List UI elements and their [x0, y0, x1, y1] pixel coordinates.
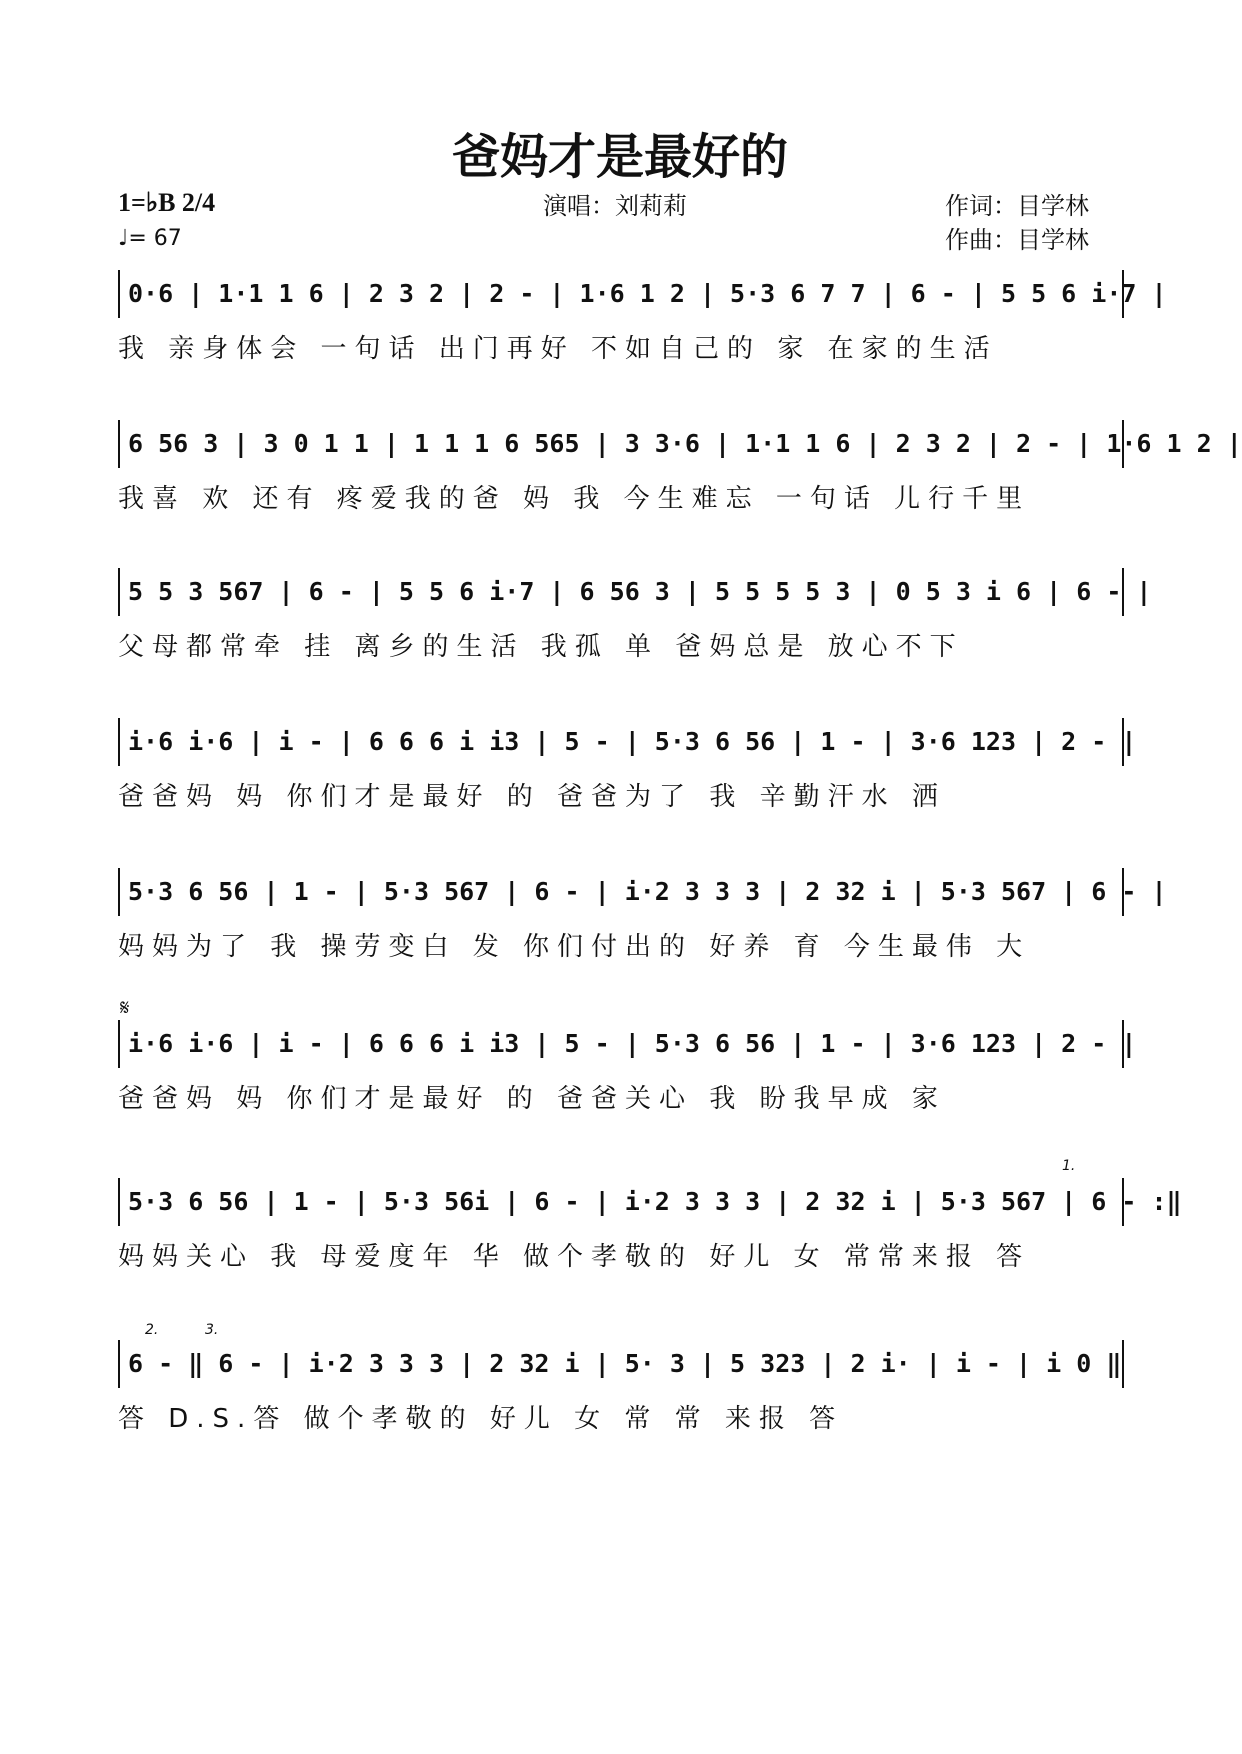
lyrics-row: 答 D.S.答 做个孝敬的 好儿 女 常 常 来报 答: [118, 1404, 844, 1434]
lyrics-row: 妈妈关心 我 母爱度年 华 做个孝敬的 好儿 女 常常来报 答: [118, 1242, 1031, 1272]
volta-2: 2.: [145, 1322, 159, 1338]
score-system-4: [118, 718, 1137, 813]
tempo-marking: ♩= 67: [118, 226, 182, 251]
notation-row: 5·3 6 56 | 1 - | 5·3 567 | 6 - | i·2 3 3 3 | 2 32 i | 5·3 567 | 6 - |: [118, 868, 1124, 916]
lyrics-row: 妈妈为了 我 操劳变白 发 你们付出的 好养 育 今生最伟 大: [118, 932, 1031, 962]
composer-credit: 作曲：目学林: [945, 226, 1089, 254]
score-system-7: [118, 1178, 1182, 1273]
segno-sign: 𝄋: [120, 996, 130, 1021]
key-signature: 1=♭B 2/4: [118, 188, 216, 217]
lyrics-row: 爸爸妈 妈 你们才是最好 的 爸爸为了 我 辛勤汗水 洒: [118, 782, 946, 812]
notation-row: i·6 i·6 | i - | 6 6 6 i i3 | 5 - | 5·3 6 56 | 1 - | 3·6 123 | 2 - |: [118, 1020, 1124, 1068]
volta-3: 3.: [205, 1322, 219, 1338]
notation-row: 6 - ‖ 6 - | i·2 3 3 3 | 2 32 i | 5· 3 | 5 323 | 2 i· | i - | i 0 ‖: [118, 1340, 1124, 1388]
score-system-6: [118, 1020, 1137, 1115]
lyrics-row: 爸爸妈 妈 你们才是最好 的 爸爸关心 我 盼我早成 家: [118, 1084, 946, 1114]
notation-row: 0·6 | 1·1 1 6 | 2 3 2 | 2 - | 1·6 1 2 | 5·3 6 7 7 | 6 - | 5 5 6 i·7 |: [118, 270, 1124, 318]
singer-credit: 演唱：刘莉莉: [543, 192, 687, 220]
score-system-8: [118, 1340, 1124, 1435]
song-title: 爸妈才是最好的: [451, 129, 788, 185]
notation-row: 5 5 3 567 | 6 - | 5 5 6 i·7 | 6 56 3 | 5 5 5 5 3 | 0 5 3 i 6 | 6 - |: [118, 568, 1124, 616]
score-system-1: [118, 270, 1167, 365]
lyrics-row: 父母都常牵 挂 离乡的生活 我孤 单 爸妈总是 放心不下: [118, 632, 964, 662]
lyricist-credit: 作词：目学林: [945, 192, 1089, 220]
notation-row: 5·3 6 56 | 1 - | 5·3 56i | 6 - | i·2 3 3 3 | 2 32 i | 5·3 567 | 6 - :‖: [118, 1178, 1124, 1226]
lyrics-row: 我 亲身体会 一句话 出门再好 不如自己的 家 在家的生活: [118, 334, 998, 364]
score-system-3: [118, 568, 1152, 663]
score-system-2: [118, 420, 1242, 515]
notation-row: i·6 i·6 | i - | 6 6 6 i i3 | 5 - | 5·3 6 56 | 1 - | 3·6 123 | 2 - |: [118, 718, 1124, 766]
volta-1: 1.: [1062, 1158, 1076, 1174]
score-system-5: [118, 868, 1167, 963]
lyrics-row: 我喜 欢 还有 疼爱我的爸 妈 我 今生难忘 一句话 儿行千里: [118, 484, 1031, 514]
notation-row: 6 56 3 | 3 0 1 1 | 1 1 1 6 565 | 3 3·6 | 1·1 1 6 | 2 3 2 | 2 - | 1·6 1 2 |: [118, 420, 1124, 468]
